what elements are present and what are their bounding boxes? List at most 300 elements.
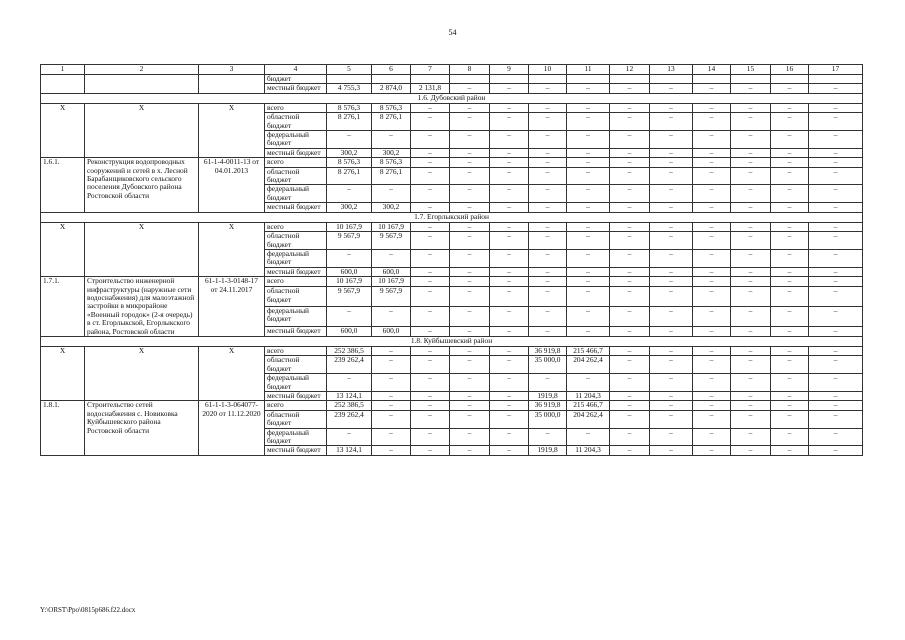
value-cell: – — [809, 131, 863, 149]
value-cell: – — [693, 277, 731, 287]
value-cell: 10 167,9 — [372, 277, 411, 287]
value-cell: 300,2 — [372, 148, 411, 157]
column-header: 2 — [85, 65, 199, 75]
value-cell: – — [529, 113, 567, 131]
value-cell — [610, 75, 650, 84]
value-cell: – — [567, 185, 610, 203]
value-cell: – — [610, 222, 650, 231]
value-cell: – — [693, 392, 731, 401]
value-cell: 9 567,9 — [327, 287, 372, 307]
value-cell: – — [650, 232, 693, 250]
value-cell: 239 262,4 — [327, 410, 372, 428]
value-cell: – — [529, 222, 567, 231]
budget-source: местный бюджет — [265, 267, 327, 276]
budget-source: областной бюджет — [265, 232, 327, 250]
value-cell: 35 000,0 — [529, 410, 567, 428]
item-number: X — [41, 103, 85, 157]
value-cell: – — [490, 232, 529, 250]
file-path-footer: Y:\ORST\Ppo\0815p686.f22.docx — [40, 606, 136, 614]
value-cell: – — [529, 103, 567, 112]
value-cell: – — [450, 232, 490, 250]
table-row — [41, 75, 863, 84]
value-cell: – — [450, 113, 490, 131]
value-cell: 13 124,1 — [327, 392, 372, 401]
value-cell: – — [411, 232, 450, 250]
value-cell: – — [490, 158, 529, 167]
value-cell: 300,2 — [327, 148, 372, 157]
value-cell: – — [771, 410, 809, 428]
value-cell: – — [771, 84, 809, 93]
value-cell: – — [610, 249, 650, 267]
value-cell: – — [693, 401, 731, 410]
value-cell: – — [650, 131, 693, 149]
value-cell: – — [693, 167, 731, 185]
value-cell: – — [610, 346, 650, 355]
value-cell: – — [731, 103, 771, 112]
value-cell: – — [529, 249, 567, 267]
value-cell: – — [650, 277, 693, 287]
table-row — [41, 346, 863, 355]
value-cell — [650, 75, 693, 84]
value-cell: – — [567, 267, 610, 276]
value-cell: – — [809, 113, 863, 131]
value-cell: – — [529, 428, 567, 446]
section-row — [41, 93, 863, 103]
value-cell: – — [809, 103, 863, 112]
item-number: 1.7.1. — [41, 277, 85, 337]
value-cell: – — [809, 148, 863, 157]
value-cell: – — [529, 287, 567, 307]
section-title: 1.7. Егорлыкский район — [41, 212, 863, 222]
value-cell: – — [411, 392, 450, 401]
value-cell: – — [610, 446, 650, 455]
value-cell: 8 576,3 — [372, 158, 411, 167]
value-cell: – — [450, 401, 490, 410]
table-row — [41, 277, 863, 287]
value-cell: – — [650, 148, 693, 157]
value-cell: – — [809, 374, 863, 392]
value-cell: – — [450, 356, 490, 374]
value-cell — [693, 75, 731, 84]
value-cell: – — [809, 346, 863, 355]
value-cell: – — [731, 410, 771, 428]
column-header: 7 — [411, 65, 450, 75]
value-cell: – — [567, 167, 610, 185]
value-cell: – — [731, 392, 771, 401]
header-row — [41, 65, 863, 75]
value-cell: – — [610, 392, 650, 401]
value-cell: – — [809, 232, 863, 250]
budget-source: всего — [265, 103, 327, 112]
value-cell: – — [490, 277, 529, 287]
value-cell: – — [450, 222, 490, 231]
value-cell: – — [771, 185, 809, 203]
budget-source: областной бюджет — [265, 167, 327, 185]
value-cell: – — [693, 326, 731, 336]
value-cell: – — [771, 392, 809, 401]
value-cell: 215 466,7 — [567, 401, 610, 410]
value-cell: – — [450, 249, 490, 267]
value-cell: – — [771, 222, 809, 231]
value-cell: – — [731, 356, 771, 374]
value-cell: 4 755,3 — [327, 84, 372, 93]
value-cell: – — [490, 113, 529, 131]
value-cell: – — [771, 167, 809, 185]
value-cell: – — [490, 356, 529, 374]
value-cell: – — [610, 113, 650, 131]
value-cell: – — [372, 428, 411, 446]
value-cell: – — [771, 113, 809, 131]
value-cell: – — [529, 374, 567, 392]
value-cell: – — [490, 249, 529, 267]
value-cell: – — [771, 131, 809, 149]
value-cell: – — [411, 307, 450, 327]
budget-source: федеральный бюджет — [265, 428, 327, 446]
value-cell: – — [693, 307, 731, 327]
value-cell: – — [490, 446, 529, 455]
value-cell: – — [529, 185, 567, 203]
value-cell: – — [411, 287, 450, 307]
value-cell: 11 204,3 — [567, 392, 610, 401]
value-cell: – — [650, 249, 693, 267]
value-cell: – — [809, 185, 863, 203]
value-cell — [567, 75, 610, 84]
budget-source: местный бюджет — [265, 446, 327, 455]
value-cell: – — [567, 277, 610, 287]
value-cell: – — [731, 267, 771, 276]
value-cell: – — [372, 446, 411, 455]
item-name: X — [85, 346, 199, 400]
value-cell: – — [693, 428, 731, 446]
value-cell: – — [610, 131, 650, 149]
value-cell: – — [327, 131, 372, 149]
value-cell: – — [610, 356, 650, 374]
item-number: X — [41, 222, 85, 276]
budget-source: всего — [265, 346, 327, 355]
value-cell: – — [567, 131, 610, 149]
value-cell — [411, 75, 450, 84]
budget-source: местный бюджет — [265, 84, 327, 93]
value-cell: 9 567,9 — [372, 287, 411, 307]
item-name: Реконструкция водопроводных сооружений и сетей в х. Лесной Барабанщиковского сельского поселения Дубовского района Ростовской области — [85, 158, 199, 212]
value-cell: – — [490, 410, 529, 428]
value-cell: – — [411, 103, 450, 112]
value-cell: – — [693, 249, 731, 267]
value-cell: – — [771, 103, 809, 112]
value-cell: – — [450, 267, 490, 276]
value-cell: – — [809, 356, 863, 374]
value-cell: – — [372, 410, 411, 428]
value-cell: – — [411, 148, 450, 157]
budget-source: всего — [265, 401, 327, 410]
value-cell: – — [731, 203, 771, 212]
value-cell: 8 576,3 — [372, 103, 411, 112]
value-cell: – — [529, 158, 567, 167]
value-cell: – — [327, 374, 372, 392]
value-cell: – — [490, 326, 529, 336]
value-cell: – — [650, 158, 693, 167]
value-cell: – — [693, 446, 731, 455]
value-cell: – — [731, 277, 771, 287]
value-cell: – — [450, 158, 490, 167]
value-cell: – — [450, 131, 490, 149]
value-cell: – — [490, 374, 529, 392]
value-cell: – — [450, 410, 490, 428]
value-cell: 36 919,8 — [529, 346, 567, 355]
column-header: 17 — [809, 65, 863, 75]
value-cell: – — [610, 326, 650, 336]
table-row — [41, 103, 863, 112]
value-cell: – — [567, 158, 610, 167]
table-row — [41, 401, 863, 410]
value-cell: – — [650, 84, 693, 93]
value-cell: – — [693, 185, 731, 203]
value-cell: – — [529, 307, 567, 327]
value-cell: – — [731, 287, 771, 307]
value-cell: 9 567,9 — [372, 232, 411, 250]
value-cell: – — [529, 131, 567, 149]
value-cell: – — [610, 307, 650, 327]
section-row — [41, 336, 863, 346]
value-cell: – — [490, 103, 529, 112]
value-cell — [529, 75, 567, 84]
value-cell: – — [529, 148, 567, 157]
value-cell: – — [809, 446, 863, 455]
value-cell: – — [610, 84, 650, 93]
value-cell: 1919,8 — [529, 392, 567, 401]
value-cell: – — [731, 158, 771, 167]
value-cell: – — [411, 428, 450, 446]
value-cell — [327, 75, 372, 84]
value-cell: – — [450, 148, 490, 157]
value-cell: – — [693, 346, 731, 355]
value-cell: – — [372, 346, 411, 355]
value-cell: – — [610, 232, 650, 250]
value-cell — [731, 75, 771, 84]
value-cell: – — [450, 287, 490, 307]
value-cell: – — [411, 326, 450, 336]
value-cell: – — [731, 401, 771, 410]
section-title: 1.6. Дубовский район — [41, 93, 863, 103]
value-cell: 252 386,5 — [327, 346, 372, 355]
value-cell: – — [411, 410, 450, 428]
document-ref: 61-1-1-3-064077-2020 от 11.12.2020 — [199, 401, 265, 455]
column-header: 11 — [567, 65, 610, 75]
value-cell: 10 167,9 — [327, 277, 372, 287]
value-cell: – — [450, 374, 490, 392]
value-cell: – — [490, 222, 529, 231]
value-cell: – — [610, 267, 650, 276]
value-cell: – — [411, 158, 450, 167]
value-cell: – — [411, 167, 450, 185]
column-header: 3 — [199, 65, 265, 75]
value-cell: – — [771, 446, 809, 455]
value-cell: – — [411, 356, 450, 374]
value-cell: – — [411, 277, 450, 287]
document-ref: 61-1-1-3-0148-17 от 24.11.2017 — [199, 277, 265, 337]
value-cell: – — [372, 185, 411, 203]
value-cell: – — [731, 428, 771, 446]
value-cell: – — [693, 148, 731, 157]
value-cell: – — [567, 103, 610, 112]
budget-source: областной бюджет — [265, 356, 327, 374]
value-cell: – — [771, 232, 809, 250]
value-cell: – — [771, 346, 809, 355]
item-name: Строительство инженерной инфраструктуры (наружные сети водоснабжения) для малоэтажной застройки в микрорайоне «Военный городок» (2-я очередь) в ст. Егорлыкской, Егорлыкского района, Ростовской области — [85, 277, 199, 337]
value-cell: – — [693, 84, 731, 93]
value-cell: – — [650, 167, 693, 185]
item-name: X — [85, 103, 199, 157]
value-cell: – — [567, 249, 610, 267]
value-cell: – — [490, 287, 529, 307]
column-header: 16 — [771, 65, 809, 75]
value-cell: – — [450, 346, 490, 355]
value-cell: – — [610, 185, 650, 203]
value-cell: 9 567,9 — [327, 232, 372, 250]
value-cell: – — [731, 148, 771, 157]
value-cell: – — [411, 249, 450, 267]
value-cell: – — [490, 401, 529, 410]
value-cell: – — [650, 307, 693, 327]
value-cell: – — [693, 203, 731, 212]
budget-source: федеральный бюджет — [265, 131, 327, 149]
section-title: 1.8. Куйбышевский район — [41, 336, 863, 346]
column-header: 6 — [372, 65, 411, 75]
table-row — [41, 158, 863, 167]
value-cell: 2 874,0 — [372, 84, 411, 93]
column-header: 13 — [650, 65, 693, 75]
budget-source: федеральный бюджет — [265, 185, 327, 203]
value-cell: 215 466,7 — [567, 346, 610, 355]
value-cell: – — [372, 401, 411, 410]
value-cell: 8 576,3 — [327, 158, 372, 167]
value-cell: – — [529, 84, 567, 93]
value-cell: 10 167,9 — [372, 222, 411, 231]
value-cell: – — [650, 410, 693, 428]
value-cell: 204 262,4 — [567, 356, 610, 374]
value-cell: – — [650, 103, 693, 112]
value-cell: – — [567, 287, 610, 307]
value-cell: – — [372, 392, 411, 401]
value-cell: – — [411, 185, 450, 203]
value-cell: – — [809, 392, 863, 401]
value-cell: 600,0 — [372, 326, 411, 336]
value-cell: 204 262,4 — [567, 410, 610, 428]
item-name: Строительство сетей водоснабжения с. Новиковка Куйбышевского района Ростовской области — [85, 401, 199, 455]
value-cell: – — [650, 392, 693, 401]
value-cell: – — [809, 307, 863, 327]
value-cell: – — [650, 326, 693, 336]
document-ref: X — [199, 222, 265, 276]
column-header: 10 — [529, 65, 567, 75]
value-cell: – — [650, 203, 693, 212]
column-header: 1 — [41, 65, 85, 75]
value-cell: – — [610, 203, 650, 212]
value-cell: – — [693, 222, 731, 231]
value-cell: 600,0 — [327, 267, 372, 276]
value-cell: – — [529, 277, 567, 287]
value-cell: 8 276,1 — [327, 167, 372, 185]
value-cell: – — [731, 346, 771, 355]
document-ref: X — [199, 346, 265, 400]
value-cell: – — [490, 428, 529, 446]
value-cell: – — [610, 428, 650, 446]
value-cell: – — [771, 158, 809, 167]
value-cell: – — [731, 222, 771, 231]
value-cell — [490, 75, 529, 84]
value-cell: – — [809, 249, 863, 267]
value-cell: – — [411, 446, 450, 455]
value-cell: – — [731, 446, 771, 455]
item-number: 1.6.1. — [41, 158, 85, 212]
value-cell: – — [650, 428, 693, 446]
value-cell: – — [490, 131, 529, 149]
value-cell: – — [771, 326, 809, 336]
value-cell: – — [809, 267, 863, 276]
value-cell: – — [372, 131, 411, 149]
value-cell: – — [567, 222, 610, 231]
value-cell: – — [650, 356, 693, 374]
value-cell: – — [610, 167, 650, 185]
value-cell: – — [650, 374, 693, 392]
value-cell: – — [450, 84, 490, 93]
value-cell — [771, 75, 809, 84]
value-cell — [809, 75, 863, 84]
value-cell: – — [567, 374, 610, 392]
column-header: 9 — [490, 65, 529, 75]
value-cell: – — [450, 277, 490, 287]
value-cell: – — [771, 249, 809, 267]
value-cell: – — [771, 287, 809, 307]
value-cell: – — [450, 307, 490, 327]
column-header: 15 — [731, 65, 771, 75]
value-cell: – — [731, 84, 771, 93]
value-cell: – — [650, 113, 693, 131]
value-cell: – — [490, 392, 529, 401]
value-cell: 252 386,5 — [327, 401, 372, 410]
value-cell: – — [450, 103, 490, 112]
value-cell: – — [490, 203, 529, 212]
budget-source: бюджет — [265, 75, 327, 84]
value-cell: – — [771, 148, 809, 157]
value-cell: – — [529, 232, 567, 250]
value-cell: – — [610, 103, 650, 112]
value-cell: – — [650, 287, 693, 307]
value-cell: – — [450, 392, 490, 401]
value-cell: – — [372, 374, 411, 392]
value-cell: – — [809, 287, 863, 307]
value-cell: – — [411, 374, 450, 392]
value-cell: – — [411, 203, 450, 212]
value-cell: 10 167,9 — [327, 222, 372, 231]
value-cell: – — [327, 185, 372, 203]
value-cell: 8 276,1 — [372, 113, 411, 131]
value-cell: – — [490, 185, 529, 203]
value-cell: 35 000,0 — [529, 356, 567, 374]
financing-table — [40, 64, 863, 456]
item-number: 1.8.1. — [41, 401, 85, 455]
value-cell: – — [693, 287, 731, 307]
value-cell: – — [610, 401, 650, 410]
value-cell: – — [693, 356, 731, 374]
value-cell: – — [567, 203, 610, 212]
budget-source: областной бюджет — [265, 113, 327, 131]
column-header: 4 — [265, 65, 327, 75]
budget-source: местный бюджет — [265, 392, 327, 401]
value-cell: – — [650, 346, 693, 355]
value-cell: – — [411, 222, 450, 231]
budget-source: областной бюджет — [265, 287, 327, 307]
